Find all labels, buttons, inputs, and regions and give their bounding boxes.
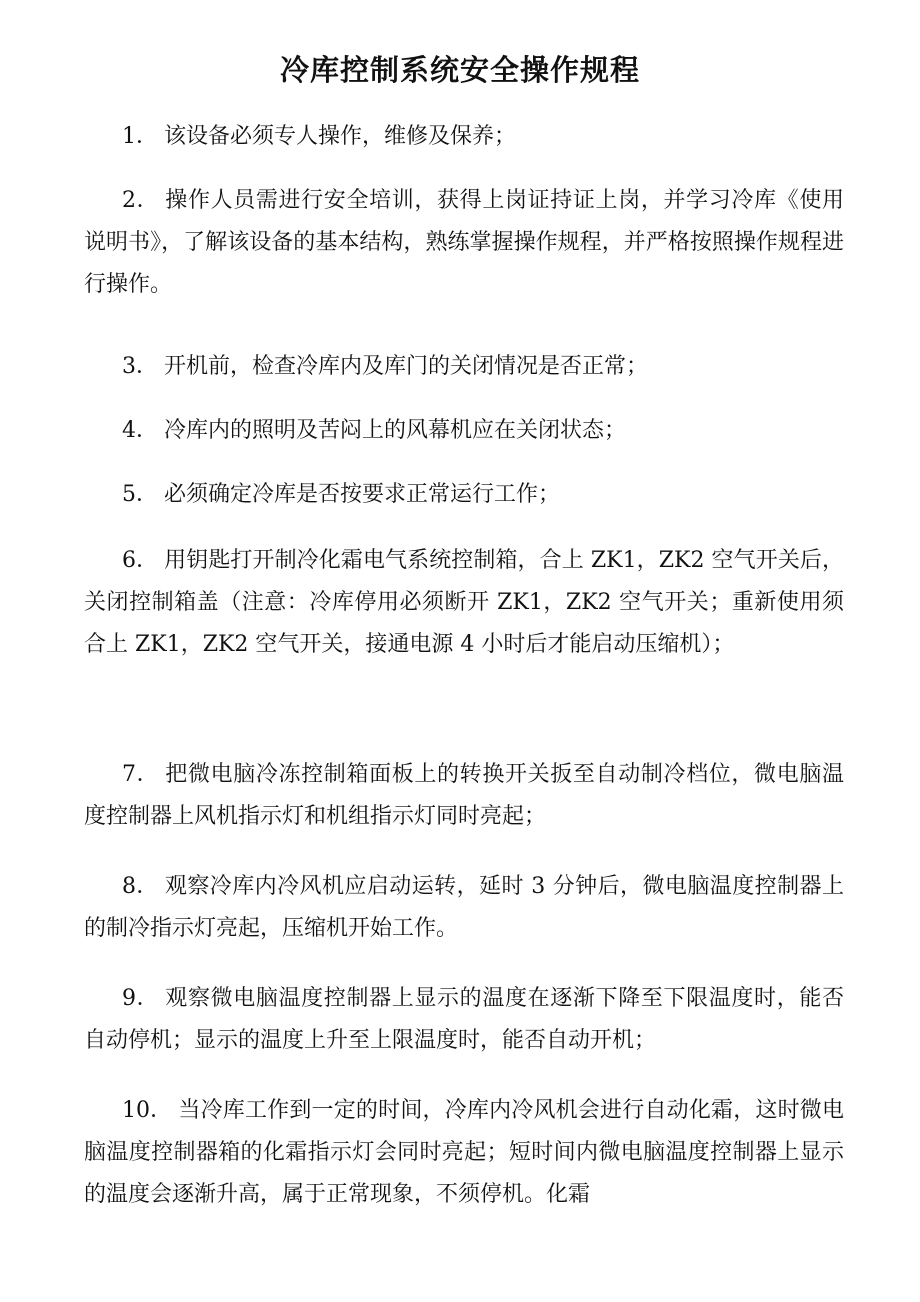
paragraph-text: 必须确定冷库是否按要求正常运行工作；	[164, 482, 561, 507]
paragraph-text: 冷库内的照明及苦闷上的风幕机应在关闭状态；	[164, 418, 627, 443]
paragraph-text: 把微电脑冷冻控制箱面板上的转换开关扳至自动制冷档位，微电脑温度控制器上风机指示灯和机组指示灯同时亮起；	[84, 762, 844, 829]
paragraph-7	[84, 754, 844, 838]
paragraph-number: 3．	[122, 354, 158, 379]
paragraph-number: 6．	[122, 548, 159, 573]
paragraph-number: 5．	[122, 482, 158, 507]
paragraph-4	[84, 410, 844, 452]
paragraph-number: 7．	[122, 762, 160, 787]
paragraph-text: 该设备必须专人操作，维修及保养；	[164, 124, 517, 149]
paragraph-number: 9．	[122, 986, 160, 1011]
paragraph-number: 1．	[122, 124, 158, 149]
paragraph-number: 2．	[122, 188, 160, 213]
paragraph-text: 当冷库工作到一定的时间，冷库内冷风机会进行自动化霜，这时微电脑温度控制器箱的化霜指示灯会同时亮起；短时间内微电脑温度控制器上显示的温度会逐渐升高，属于正常现象，不须停机。化霜	[84, 1098, 844, 1207]
paragraph-2	[84, 180, 844, 306]
paragraph-text: 观察微电脑温度控制器上显示的温度在逐渐下降至下限温度时，能否自动停机；显示的温度上升至上限温度时，能否自动开机；	[84, 986, 844, 1053]
document-title: 冷库控制系统安全操作规程	[279, 53, 640, 87]
paragraph-text: 操作人员需进行安全培训，获得上岗证持证上岗，并学习冷库《使用说明书》，了解该设备的基本结构，熟练掌握操作规程，并严格按照操作规程进行操作。	[84, 188, 844, 297]
paragraph-1	[84, 116, 844, 158]
paragraph-6	[84, 540, 844, 666]
paragraph-text: 用钥匙打开制冷化霜电气系统控制箱，合上 ZK1，ZK2 空气开关后，关闭控制箱盖（注意：冷库停用必须断开 ZK1，ZK2 空气开关；重新使用须合上 ZK1，ZK2 空气开关，接通电源 4 小时后才能启动压缩机）；	[84, 548, 844, 657]
paragraph-text: 观察冷库内冷风机应启动运转，延时 3 分钟后，微电脑温度控制器上的制冷指示灯亮起，压缩机开始工作。	[84, 874, 844, 941]
paragraph-5	[84, 474, 844, 516]
paragraph-number: 4．	[122, 418, 158, 443]
paragraph-number: 8．	[122, 874, 159, 899]
paragraph-text: 开机前，检查冷库内及库门的关闭情况是否正常；	[164, 354, 649, 379]
paragraph-8	[84, 866, 844, 950]
paragraph-number: 10．	[122, 1098, 173, 1123]
paragraph-9	[84, 978, 844, 1062]
paragraph-10	[84, 1090, 844, 1216]
paragraph-3	[84, 346, 844, 388]
